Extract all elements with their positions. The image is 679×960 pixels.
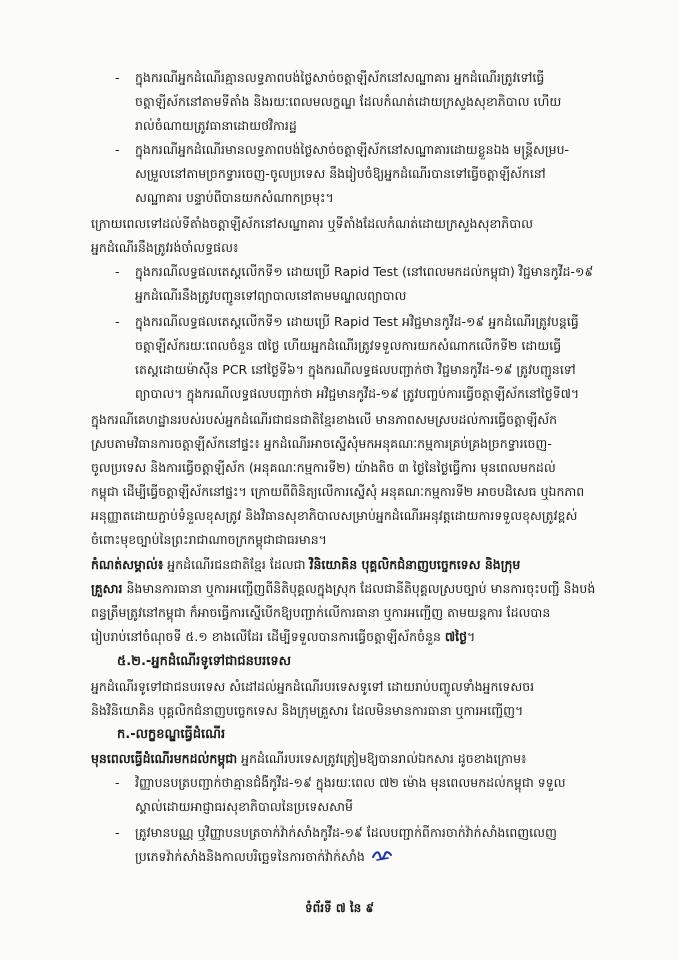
- text-line: ចត្តាឡីស័កនៅតាមទីតាំង និងរយៈពេលមលក្ខណ្ឌ ដែលកំណត់ដោយក្រសួងសុខាភិបាល ហើយ: [135, 94, 562, 109]
- note-text: រៀបរាប់នៅចំណុចទី ៥.១ ខាងលើដែរ ដើម្បីទទួលបានការធ្វើចត្តាឡីស័កចំនួន: [91, 629, 445, 644]
- text-line: តេស្តដោយម៉ាស៊ីន PCR នៅថ្ងៃទី៦។ ក្នុងករណីលទ្ធផលបញ្ជាក់ថា វិជ្ជមានកូវីដ-១៩ ត្រូវបញ្ជូនទៅ: [135, 362, 576, 377]
- text-line: ចំពោះមុខច្បាប់នៃព្រះរាជាណាចក្រកម្ពុជាជាធរមាន។: [91, 532, 327, 547]
- bullet-no-pay: [115, 66, 655, 138]
- text-line: ក្នុងករណីលទ្ធផលតេស្តលើកទី១ ដោយប្រើ Rapid Test អវិជ្ជមានកូវីដ-១៩ អ្នកដំណើរត្រូវបន្តធ្វើ: [135, 314, 579, 329]
- page-number-footer: ទំព័រទី ៧ នៃ ៩: [305, 901, 374, 915]
- text-line: និងវិនិយោគិន បុគ្គលិកជំនាញបច្ចេកទេស និងក្រុមគ្រួសារ ដែលមិនមានការធានា ឬការអញ្ជើញ។: [91, 703, 524, 718]
- text-line: អ្នកដំណើរនឹងត្រូវរង់ចាំលទ្ធផល៖: [91, 240, 239, 255]
- section-heading: ៥.២.-អ្នកដំណើរទូទៅជាជនបរទេស: [117, 654, 291, 669]
- subsection-heading: ក.-លក្ខខណ្ឌធ្វើដំណើរ: [117, 727, 226, 742]
- note-text: ។: [467, 629, 476, 644]
- note-label: កំណត់សម្គាល់៖: [91, 557, 164, 572]
- text-line: [91, 553, 656, 577]
- text-line: [135, 845, 655, 869]
- text-line: [91, 625, 656, 649]
- lead-text: អ្នកដំណើរបរទេសត្រូវត្រៀមឱ្យបានរាល់ឯកសារ ដូចខាងក្រោម៖: [237, 751, 527, 766]
- text-line: ព្យាបាល។ ក្នុងករណីលទ្ធផលបញ្ជាក់ថា អវិជ្ជមានកូវីដ-១៩ ត្រូវបញ្ចប់ការធ្វើចត្តាឡីស័កនៅថ្ងៃទី៧។: [135, 386, 580, 401]
- bullet-positive-test: [115, 260, 655, 308]
- bullet-dash: -: [115, 314, 120, 329]
- text-line: ក្នុងករណីលទ្ធផលតេស្តលើកទី១ ដោយប្រើ Rapid Test (នៅពេលមកដល់កម្ពុជា) វិជ្ជមានកូវីដ-១៩: [135, 264, 594, 279]
- note-bold-text: គ្រួសារ: [91, 581, 123, 596]
- text-line: សណ្ឋាគារ បន្ទាប់ពីបានយកសំណាកច្រមុះ។: [135, 190, 334, 205]
- text-line: អ្នកដំណើរនឹងត្រូវបញ្ជូនទៅព្យាបាលនៅតាមមណ្ឌលព្យាបាល: [135, 288, 407, 303]
- note-text: អ្នកដំណើរជនជាតិខ្មែរ ដែលជា: [163, 557, 310, 572]
- vaccine-line-text: ប្រភេទវ៉ាក់សាំងនិងកាលបរិច្ឆេទនៃការចាក់វ៉ាក់សាំង: [135, 849, 365, 864]
- text-line: ចូលប្រទេស និងការធ្វើចត្តាឡីស័ក (អនុគណៈកម្មការទី២) យ៉ាងតិច ៣ ថ្ងៃនៃថ្ងៃធ្វើការ មុនពេលមកដល់: [91, 460, 556, 475]
- text-line: សម្រួលនៅតាមច្រកទ្វារចេញ-ចូលប្រទេស នឹងរៀបចំឱ្យអ្នកដំណើរបានទៅធ្វើចត្តាឡីស័កនៅ: [135, 166, 546, 181]
- paragraph-wait-result: [91, 212, 656, 260]
- text-line: អ្នកដំណើរទូទៅជាជនបរទេស សំដៅដល់អ្នកដំណើរបរទេសទូទៅ ដោយរាប់បញ្ចូលទាំងអ្នកទេសចរ: [91, 679, 535, 694]
- bullet-can-pay: [115, 138, 655, 210]
- pen-initial-mark: [371, 849, 393, 863]
- section-paragraph: [91, 675, 656, 723]
- bullet-dash: -: [115, 775, 120, 790]
- text-line: ក្រោយពេលទៅដល់ទីតាំងចត្តាឡីស័កនៅសណ្ឋាគារ ឬទីតាំងដែលកំណត់ដោយក្រសួងសុខាភិបាល: [91, 216, 534, 231]
- text-line: ស្របតាមវិធានការចត្តាឡីស័កនៅផ្ទះ៖ អ្នកដំណើរអាចស្នើសុំមកអនុគណៈកម្មការគ្រប់គ្រងច្រកទ្វារចេញ-: [91, 436, 552, 451]
- note-bold-text: វិនិយោគិន បុគ្គលិកជំនាញបច្ចេកទេស និងក្រុម: [309, 557, 521, 572]
- note-text: និងមានការធានា ឬការអញ្ជើញពីនិតិបុគ្គលក្នុងស្រុក ដែលជានីតិបុគ្គលស្របច្បាប់ មានការចុះបញ្ជី និងបង់: [122, 581, 596, 596]
- lead-bold-text: មុនពេលធ្វើដំណើរមកដល់កម្ពុជា: [91, 751, 238, 766]
- bullet-negative-certificate: [115, 771, 655, 819]
- text-line: កម្ពុជា ដើម្បីធ្វើចត្តាឡីស័កនៅផ្ទះ។ ក្រោយពីពិនិត្យលើការស្នើសុំ អនុគណៈកម្មការទី២ អាចបដិសេធ ឬឯកភាព: [91, 484, 585, 499]
- text-line: វិញ្ញាបនបត្របញ្ជាក់ថាគ្មានជំងឺកូវីដ-១៩ ក្នុងរយៈពេល ៧២ ម៉ោង មុនពេលមកដល់កម្ពុជា ទទួល: [135, 775, 566, 790]
- text-line: ស្គាល់ដោយអាជ្ញាធរសុខាភិបាលនៃប្រទេសសាមី: [135, 799, 353, 814]
- paragraph-home-quarantine: [91, 408, 656, 552]
- text-line: អនុញ្ញាតដោយភ្ជាប់ទំនួលខុសត្រូវ និងវិធានសុខាភិបាលសម្រាប់អ្នកដំណើរអនុវត្តដោយការទទួលខុសត្រូវខ្ពស់: [91, 508, 578, 523]
- note-bold-days: ៧ថ្ងៃ: [444, 629, 468, 644]
- bullet-vaccine-card: [115, 821, 655, 869]
- text-line: ក្នុងករណីអ្នកដំណើរគ្មានលទ្ធភាពបង់ថ្លៃសាច់ចត្តាឡីស័កនៅសណ្ឋាគារ អ្នកដំណើរត្រូវទៅធ្វើ: [135, 70, 545, 85]
- text-line: រាល់ចំណាយត្រូវធានាដោយថវិការដ្ឋ: [135, 118, 297, 133]
- subsection-lead: [91, 747, 656, 771]
- note-paragraph: [91, 553, 656, 649]
- bullet-dash: -: [115, 825, 120, 840]
- text-line: ក្នុងករណីគេហដ្ឋានរបស់របស់អ្នកដំណើរជាជនជាតិខ្មែរខាងលើ មានភាពសមស្របដល់ការធ្វើចត្តាឡីស័ក: [91, 412, 558, 427]
- text-line: ត្រូវមានបណ្ណ ឬវិញ្ញាបនបត្រចាក់វ៉ាក់សាំងកូវីដ-១៩ ដែលបញ្ជាក់ពីការចាក់វ៉ាក់សាំងពេញលេញ: [135, 825, 557, 840]
- text-line: [91, 747, 656, 771]
- text-line: ក្នុងករណីអ្នកដំណើរមានលទ្ធភាពបង់ថ្លៃសាច់ចត្តាឡីស័កនៅសណ្ឋាគារដោយខ្លួនឯង មន្ត្រីសម្រប-: [135, 142, 570, 157]
- bullet-dash: -: [115, 142, 120, 157]
- text-line: [91, 577, 656, 601]
- bullet-dash: -: [115, 70, 120, 85]
- bullet-dash: -: [115, 264, 120, 279]
- bullet-negative-test: [115, 310, 655, 406]
- text-line: ចត្តាឡីស័ករយៈពេលចំនួន ៧ថ្ងៃ ហើយអ្នកដំណើរត្រូវទទួលការយកសំណាកលើកទី២ ដោយធ្វើ: [135, 338, 562, 353]
- text-line: ពន្ធត្រឹមត្រូវនៅកម្ពុជា ក៏អាចធ្វើការស្នើបើកឱ្យបញ្ជាក់លើការធានា ឬការអញ្ជើញ តាមយន្តការ ដែលបាន: [91, 605, 551, 620]
